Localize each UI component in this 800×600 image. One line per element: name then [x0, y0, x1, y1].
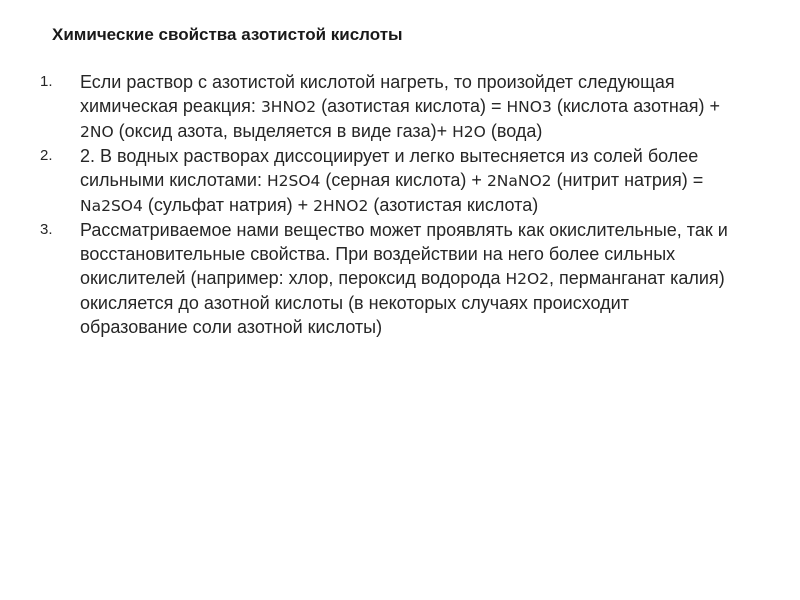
formula: 2NaNO2 [486, 172, 552, 190]
page-title: Химические свойства азотистой кислоты [52, 25, 403, 44]
item-text: Если раствор с азотистой кислотой нагреть, то произойдет следующая химическая реакция: 3HNO2 (азотистая кислота) = HNO3 (кислота азотная) + 2NO (оксид азота, выделяется в виде газа)+ H2O (вода) [80, 72, 721, 141]
formula: H2O [452, 123, 486, 141]
formula: H2SO4 [266, 172, 321, 190]
item-number: 1. [40, 73, 53, 90]
list-item [40, 70, 730, 144]
formula: HNO3 [506, 98, 552, 116]
list-item [40, 144, 730, 218]
formula: 3HNO2 [260, 98, 317, 116]
formula: H2O2 [505, 270, 550, 288]
item-text: 2. В водных растворах диссоциирует и легко вытесняется из солей более сильными кислотами: H2SO4 (серная кислота) + 2NaNO2 (нитрит натрия) = Na2SO4 (сульфат натрия) + 2HNO2 (азотистая кислота) [80, 146, 704, 215]
item-number: 3. [40, 221, 53, 238]
formula: 2HNO2 [313, 197, 369, 215]
item-text: Рассматриваемое нами вещество может проявлять как окислительные, так и восстановительные свойства. При воздействии на него более сильных окислителей (например: хлор, пероксид водорода H2O2, перманганат калия) окисляется до азотной кислоты (в некоторых случаях происходит образование соли азотной кислоты) [80, 220, 728, 337]
formula: 2NO [80, 123, 114, 141]
list-item [40, 218, 730, 339]
formula: Na2SO4 [80, 197, 143, 215]
item-number: 2. [40, 147, 53, 164]
properties-list [40, 70, 730, 339]
